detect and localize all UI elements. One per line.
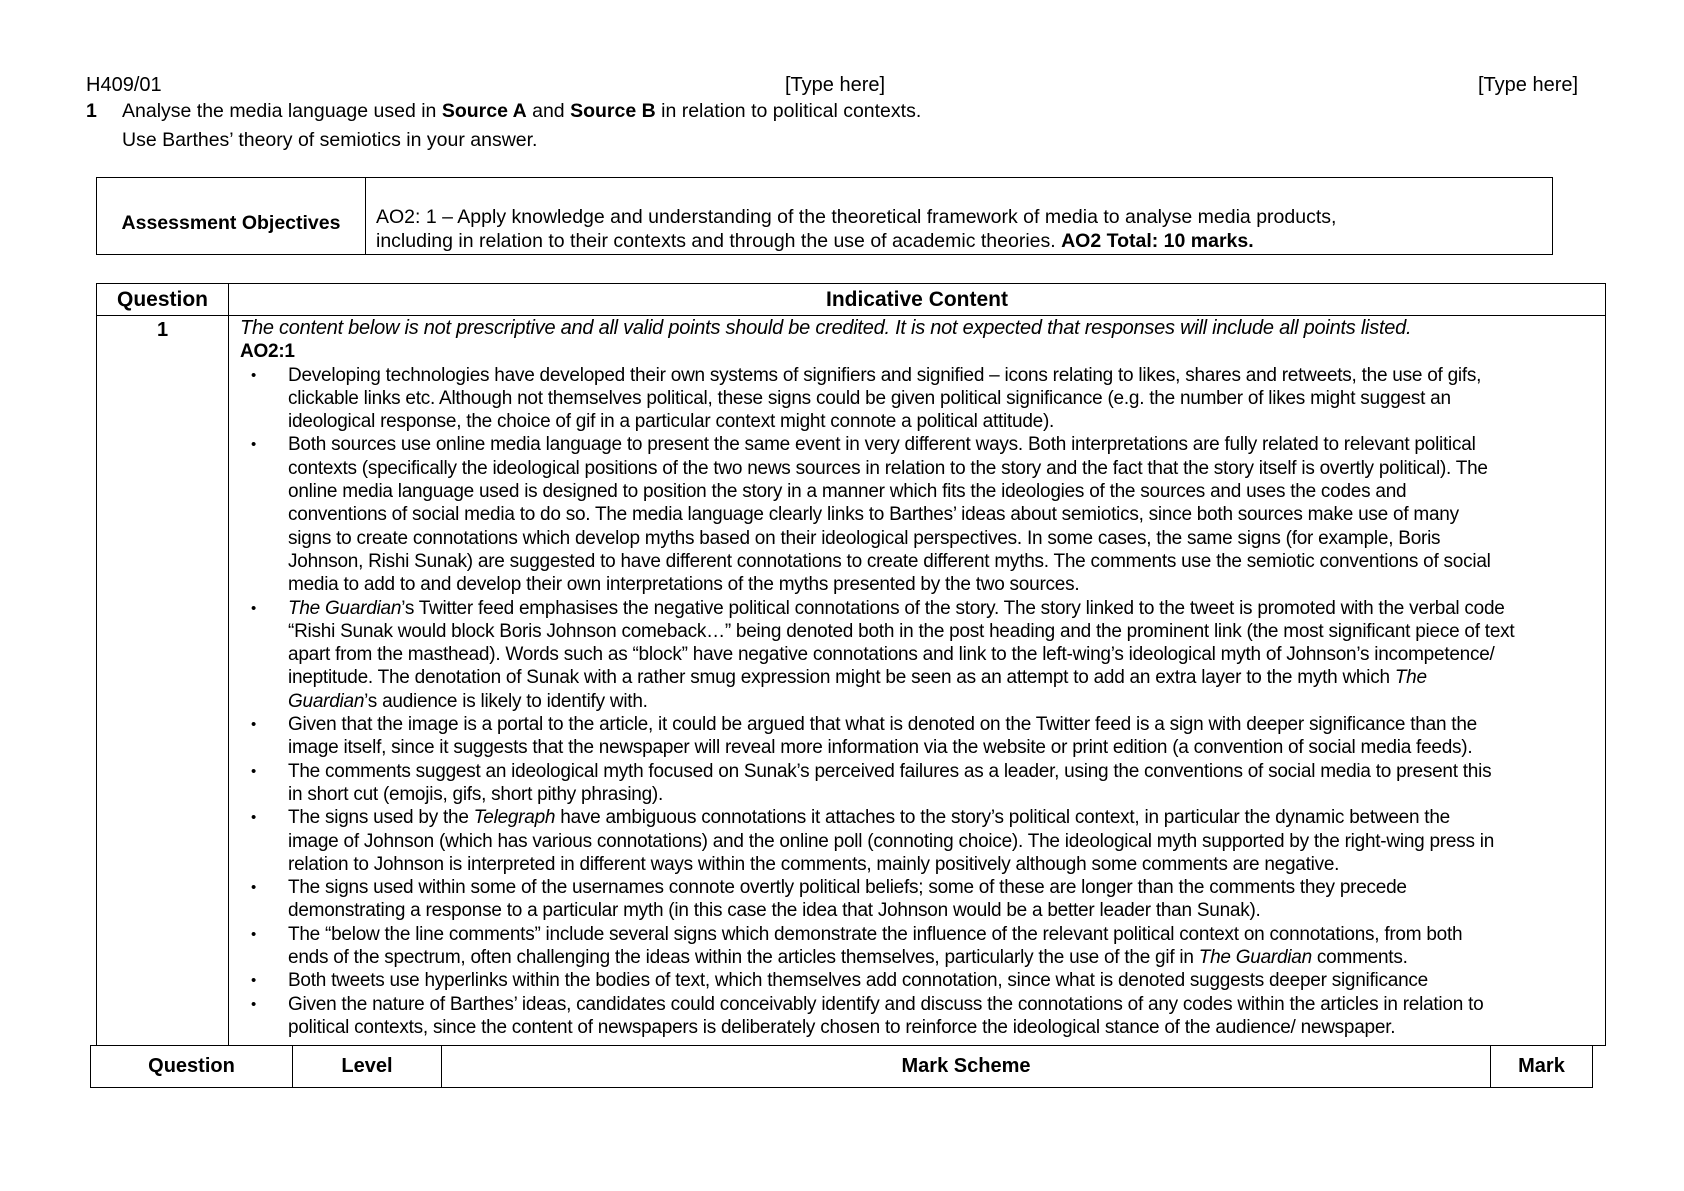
ao-line [376,205,1552,229]
column-header-question: Question [97,284,229,316]
header-right-placeholder: [Type here] [1478,74,1579,96]
text-segment: political contexts, since the content of newspapers is deliberately chosen to reinforce the ideological stance of the audience/ newspaper. [288,1016,1396,1038]
text-segment: clickable links etc. Although not themselves political, these signs could be given political significance (e.g. the number of likes might suggest an [288,387,1451,409]
bold-text: AO2 Total: 10 marks. [1061,230,1254,252]
bullet-icon: • [251,995,257,1013]
column-header-indicative-content: Indicative Content [229,284,1606,316]
bullet-icon: • [251,809,257,827]
list-item-line [288,643,1605,666]
italic-text: The Guardian [1198,947,1312,969]
italic-text: The Guardian [288,597,402,619]
list-item-line [288,853,1605,876]
bullet-icon: • [251,366,257,384]
list-item-line [288,597,1605,620]
list-item-line [288,806,1605,829]
text-segment: demonstrating a response to a particular myth (in this case the idea that Johnson would be a better leader than Sunak). [288,900,1261,922]
list-item-line [288,480,1605,503]
bold-text: Source A [441,100,527,122]
list-item-line [288,946,1605,969]
text-segment: media to add to and develop their own interpretations of the myths presented by the two sources. [288,574,1080,596]
ao-description [366,178,1553,255]
list-item-line [288,736,1605,759]
bullet-list [240,364,1605,1040]
list-item-line [288,666,1605,689]
column-header-level: Level [293,1046,442,1088]
intro-note: The content below is not prescriptive and all valid points should be credited. It is not expected that responses will include all points listed. [240,317,1412,339]
italic-text: Guardian [288,690,365,712]
bullet-icon: • [251,972,257,990]
list-item-line [288,364,1605,387]
text-segment: have ambiguous connotations it attaches to the story’s political context, in particular the dynamic between the [555,807,1450,829]
list-item-line [288,457,1605,480]
list-item-line [288,620,1605,643]
list-item [240,433,1605,596]
text-segment: The comments suggest an ideological myth focused on Sunak’s perceived failures as a leader, using the conventions of social media to present this [288,760,1492,782]
italic-text: The [1394,667,1427,689]
text-segment: ’s Twitter feed emphasises the negative political connotations of the story. The story linked to the tweet is promoted with the verbal code [401,597,1505,619]
list-item-line [288,876,1605,899]
mark-scheme-header-table [90,1045,1593,1088]
italic-text: Telegraph [473,807,556,829]
text-segment: conventions of social media to do so. The media language clearly links to Barthes’ ideas about semiotics, since both sources make use of many [288,504,1459,526]
list-item [240,993,1605,1040]
list-item [240,923,1605,970]
text-segment: Both sources use online media language to present the same event in very different ways. Both interpretations are fully related to relevant political [288,434,1476,456]
list-item-line [288,1016,1605,1039]
ao-line [376,229,1552,253]
bold-text: Source B [570,100,656,122]
list-item-line [288,899,1605,922]
list-item-line [288,760,1605,783]
text-segment: AO2: 1 – Apply knowledge and understanding of the theoretical framework of media to analyse media products, [376,206,1337,228]
list-item-line [288,503,1605,526]
text-segment: The signs used within some of the usernames connote overtly political beliefs; some of these are longer than the comments they precede [288,877,1407,899]
list-item-line [288,573,1605,596]
header-code: H409/01 [86,74,162,96]
text-segment: online media language used is designed to position the story in a manner which fits the ideologies of the sources and uses the codes and [288,481,1407,503]
list-item [240,876,1605,923]
ao-subheading: AO2:1 [240,341,295,363]
text-segment: Analyse the media language used in [122,100,442,122]
bullet-icon: • [251,716,257,734]
text-segment: Developing technologies have developed their own systems of signifiers and signified – icons relating to likes, shares and retweets, the use of gifs, [288,364,1482,386]
question-instruction: Use Barthes’ theory of semiotics in your answer. [122,129,538,151]
list-item-line [288,969,1605,992]
list-item [240,806,1605,876]
list-item-line [288,783,1605,806]
list-item [240,969,1605,992]
indicative-content-cell [229,316,1606,1046]
text-segment: image of Johnson (which has various connotations) and the online poll (connoting choice). The ideological myth supported by the right-wing press in [288,830,1495,852]
text-segment: ineptitude. The denotation of Sunak with a rather smug expression might be seen as an attempt to add an extra layer to the myth which [288,667,1395,689]
list-item-line [288,433,1605,456]
column-header-question: Question [91,1046,293,1088]
text-segment: in relation to political contexts. [655,100,922,122]
text-segment: comments. [1311,947,1408,969]
question-prompt [122,100,921,123]
list-item-line [288,993,1605,1016]
question-number-cell: 1 [97,316,229,1046]
assessment-objectives-table [96,177,1553,255]
text-segment: in short cut (emojis, gifs, short pithy phrasing). [288,783,664,805]
list-item-line [288,690,1605,713]
text-segment: and [526,100,571,122]
text-segment: ends of the spectrum, often challenging the ideas within the articles themselves, particularly the use of the gif in [288,947,1199,969]
text-segment: including in relation to their contexts and through the use of academic theories. [376,230,1062,252]
header-center-placeholder: [Type here] [785,74,886,96]
bullet-icon: • [251,879,257,897]
text-segment: signs to create connotations which develop myths based on their ideological perspectives. In some cases, the same signs (for example, Boris [288,527,1441,549]
list-item-line [288,830,1605,853]
list-item-line [288,410,1605,433]
text-segment: contexts (specifically the ideological positions of the two news sources in relation to the story and the fact that the story itself is overtly political). The [288,457,1488,479]
text-segment: The “below the line comments” include several signs which demonstrate the influence of the relevant political context on connotations, from both [288,923,1463,945]
list-item-line [288,387,1605,410]
text-segment: Given the nature of Barthes’ ideas, candidates could conceivably identify and discuss the connotations of any codes within the articles in relation to [288,993,1484,1015]
bullet-icon: • [251,762,257,780]
list-item [240,760,1605,807]
text-segment: relation to Johnson is interpreted in different ways within the comments, mainly positively although some comments are negative. [288,853,1340,875]
text-segment: The signs used by the [288,807,474,829]
list-item-line [288,550,1605,573]
text-segment: Given that the image is a portal to the article, it could be argued that what is denoted on the Twitter feed is a sign with deeper significance than the [288,714,1477,736]
bullet-icon: • [251,925,257,943]
ao-label: Assessment Objectives [97,178,366,255]
text-segment: ideological response, the choice of gif in a particular context might connote a political attitude). [288,411,1055,433]
text-segment: image itself, since it suggests that the newspaper will reveal more information via the website or print edition (a convention of social media feeds). [288,737,1473,759]
question-number: 1 [86,100,97,122]
text-segment: “Rishi Sunak would block Boris Johnson comeback…” being denoted both in the post heading and the prominent link (the most significant piece of text [288,620,1515,642]
bullet-icon: • [251,436,257,454]
indicative-content-table [96,283,1606,1046]
bullet-icon: • [251,599,257,617]
text-segment: Both tweets use hyperlinks within the bodies of text, which themselves add connotation, since what is denoted suggests deeper significance [288,970,1428,992]
text-segment: apart from the masthead). Words such as “block” have negative connotations and link to the left-wing’s ideological myth of Johnson’s incompetence/ [288,644,1495,666]
list-item-line [288,527,1605,550]
text-segment: Johnson, Rishi Sunak) are suggested to have different connotations to create different myths. The comments use the semiotic conventions of social [288,550,1491,572]
list-item [240,597,1605,713]
list-item-line [288,713,1605,736]
list-item-line [288,923,1605,946]
list-item [240,713,1605,760]
text-segment: ’s audience is likely to identify with. [364,690,648,712]
list-item [240,364,1605,434]
column-header-mark: Mark [1491,1046,1593,1088]
column-header-mark-scheme: Mark Scheme [442,1046,1491,1088]
